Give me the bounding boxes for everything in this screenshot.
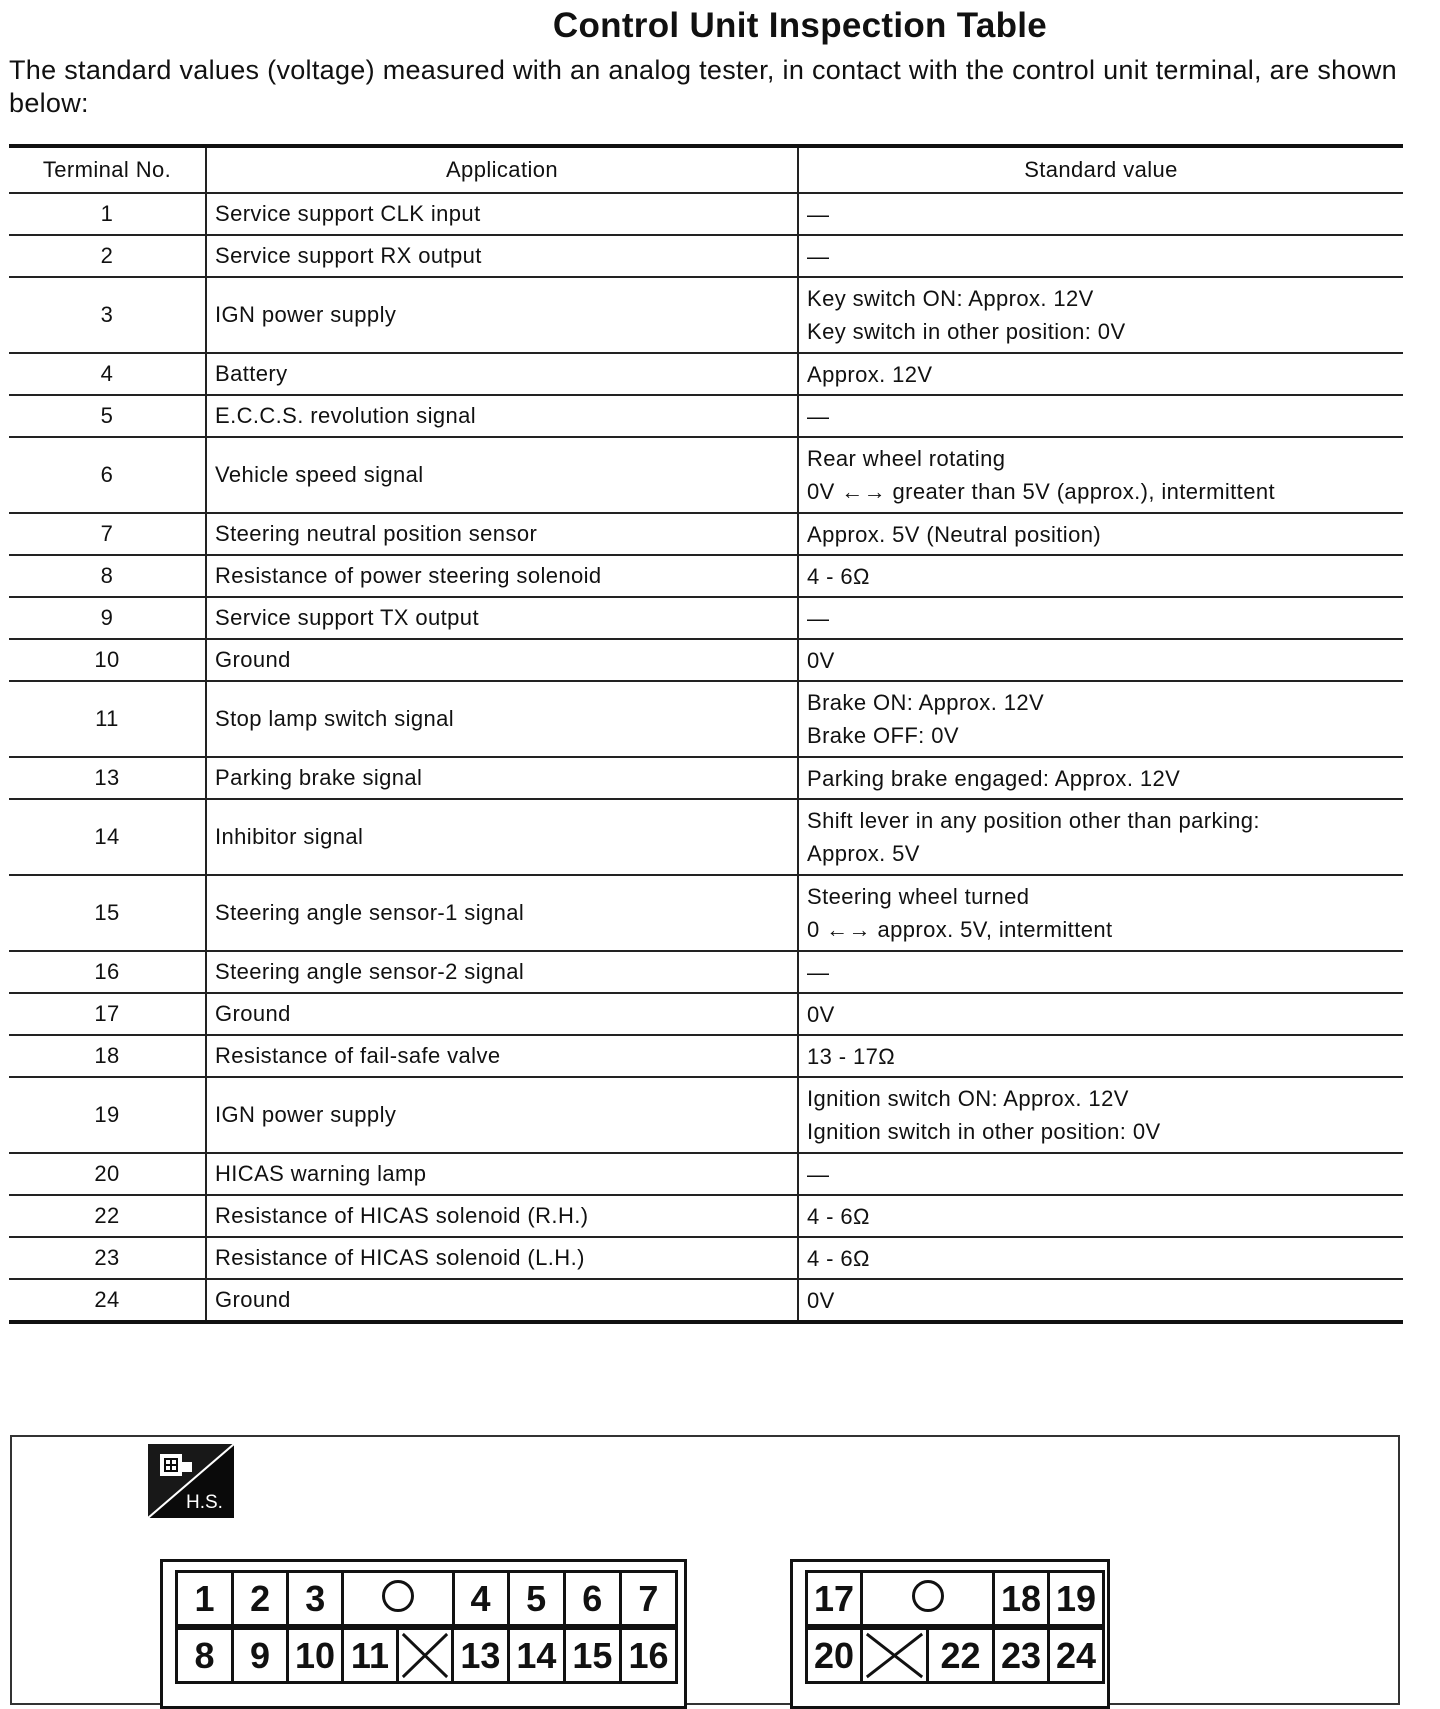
standard-value-cell xyxy=(798,681,1403,757)
terminal-number: 6 xyxy=(9,437,206,513)
standard-value-line: Rear wheel rotating xyxy=(807,446,1006,471)
guide-circle-icon xyxy=(343,1572,453,1626)
terminal-number: 1 xyxy=(9,193,206,235)
terminal-number: 11 xyxy=(9,681,206,757)
standard-value-cell xyxy=(798,353,1403,395)
standard-value-line: Approx. 5V xyxy=(807,841,920,866)
standard-value-line: 0V ←→ greater than 5V (approx.), intermittent xyxy=(807,479,1275,504)
table-row xyxy=(9,681,1403,757)
pin: 4 xyxy=(453,1572,508,1626)
standard-value-line: Brake ON: Approx. 12V xyxy=(807,690,1045,715)
application-cell: Ground xyxy=(206,639,798,681)
application-cell: IGN power supply xyxy=(206,277,798,353)
terminal-number: 24 xyxy=(9,1279,206,1322)
standard-value-line: 0V xyxy=(807,1287,835,1313)
standard-value-cell xyxy=(798,1195,1403,1237)
standard-value-line: Approx. 5V (Neutral position) xyxy=(807,521,1102,547)
connector-b-pins xyxy=(805,1570,1105,1627)
application-cell: Inhibitor signal xyxy=(206,799,798,875)
standard-value-line: Approx. 12V xyxy=(807,361,933,387)
terminal-number: 13 xyxy=(9,757,206,799)
standard-value-line: Key switch ON: Approx. 12V xyxy=(807,286,1094,311)
terminal-number: 2 xyxy=(9,235,206,277)
standard-value-cell xyxy=(798,513,1403,555)
pin: 3 xyxy=(288,1572,343,1626)
standard-value-line: — xyxy=(807,1161,830,1187)
terminal-number: 9 xyxy=(9,597,206,639)
pin: 8 xyxy=(177,1629,233,1683)
terminal-number: 16 xyxy=(9,951,206,993)
terminal-number: 20 xyxy=(9,1153,206,1195)
table-row xyxy=(9,875,1403,951)
standard-value-line: Ignition switch in other position: 0V xyxy=(807,1119,1161,1144)
header-terminal: Terminal No. xyxy=(9,146,206,193)
table-row xyxy=(9,193,1403,235)
table-row xyxy=(9,353,1403,395)
standard-value-line: 0V xyxy=(807,647,835,673)
standard-value-cell xyxy=(798,951,1403,993)
terminal-number: 22 xyxy=(9,1195,206,1237)
standard-value-line: Ignition switch ON: Approx. 12V xyxy=(807,1086,1129,1111)
table-row xyxy=(9,597,1403,639)
standard-value-line: — xyxy=(807,959,830,985)
table-row xyxy=(9,437,1403,513)
standard-value-line: 4 - 6Ω xyxy=(807,1245,870,1271)
application-cell: Ground xyxy=(206,1279,798,1322)
standard-value-line: — xyxy=(807,201,830,227)
blank-pin-x-icon xyxy=(397,1629,452,1683)
pin: 5 xyxy=(508,1572,564,1626)
table-row xyxy=(9,1237,1403,1279)
application-cell: Resistance of power steering solenoid xyxy=(206,555,798,597)
pin: 10 xyxy=(287,1629,342,1683)
application-cell: Vehicle speed signal xyxy=(206,437,798,513)
table-row xyxy=(9,1279,1403,1322)
hs-connector-symbol xyxy=(148,1444,234,1518)
terminal-number: 5 xyxy=(9,395,206,437)
pin: 17 xyxy=(807,1572,862,1626)
standard-value-line: 0V xyxy=(807,1001,835,1027)
standard-value-line: Shift lever in any position other than parking: xyxy=(807,808,1260,833)
pin: 22 xyxy=(928,1629,994,1683)
pin: 24 xyxy=(1049,1629,1104,1683)
terminal-number: 3 xyxy=(9,277,206,353)
table-row xyxy=(9,277,1403,353)
standard-value-line: 0 ←→ approx. 5V, intermittent xyxy=(807,917,1113,942)
hs-badge-label: H.S. xyxy=(186,1492,223,1513)
standard-value-line: Parking brake engaged: Approx. 12V xyxy=(807,765,1181,791)
application-cell: Service support RX output xyxy=(206,235,798,277)
terminal-number: 8 xyxy=(9,555,206,597)
terminal-number: 17 xyxy=(9,993,206,1035)
pin: 6 xyxy=(564,1572,620,1626)
pin: 14 xyxy=(508,1629,564,1683)
standard-value-cell xyxy=(798,875,1403,951)
pin: 2 xyxy=(233,1572,288,1626)
standard-value-cell xyxy=(798,193,1403,235)
application-cell: IGN power supply xyxy=(206,1077,798,1153)
standard-value-line: Brake OFF: 0V xyxy=(807,723,959,748)
application-cell: Resistance of HICAS solenoid (R.H.) xyxy=(206,1195,798,1237)
standard-value-line: — xyxy=(807,605,830,631)
connector-a xyxy=(160,1559,687,1709)
standard-value-line: Key switch in other position: 0V xyxy=(807,319,1126,344)
standard-value-cell xyxy=(798,597,1403,639)
standard-value-line: Steering wheel turned xyxy=(807,884,1030,909)
pin: 20 xyxy=(807,1629,862,1683)
standard-value-line: 4 - 6Ω xyxy=(807,563,870,589)
connector-b xyxy=(790,1559,1110,1709)
standard-value-line: 4 - 6Ω xyxy=(807,1203,870,1229)
table-row xyxy=(9,235,1403,277)
standard-value-cell xyxy=(798,437,1403,513)
application-cell: Service support TX output xyxy=(206,597,798,639)
pin: 15 xyxy=(564,1629,620,1683)
standard-value-cell xyxy=(798,1279,1403,1322)
table-row xyxy=(9,951,1403,993)
header-application: Application xyxy=(206,146,798,193)
terminal-number: 14 xyxy=(9,799,206,875)
table-row xyxy=(9,1035,1403,1077)
intro-text: The standard values (voltage) measured with an analog tester, in contact with the control unit terminal, are shown below: xyxy=(9,55,1397,118)
application-cell: Battery xyxy=(206,353,798,395)
table-row xyxy=(9,757,1403,799)
application-cell: HICAS warning lamp xyxy=(206,1153,798,1195)
pin: 18 xyxy=(994,1572,1049,1626)
standard-value-cell xyxy=(798,799,1403,875)
standard-value-cell xyxy=(798,757,1403,799)
pin: 11 xyxy=(342,1629,397,1683)
standard-value-line: 13 - 17Ω xyxy=(807,1043,896,1069)
standard-value-cell xyxy=(798,993,1403,1035)
pin: 16 xyxy=(620,1629,676,1683)
connector-a-pins-bottom xyxy=(175,1627,678,1684)
terminal-number: 23 xyxy=(9,1237,206,1279)
table-row xyxy=(9,1153,1403,1195)
standard-value-cell xyxy=(798,1153,1403,1195)
header-standard-value: Standard value xyxy=(798,146,1403,193)
table-row xyxy=(9,395,1403,437)
standard-value-cell xyxy=(798,639,1403,681)
table-row xyxy=(9,799,1403,875)
terminal-number: 19 xyxy=(9,1077,206,1153)
table-row xyxy=(9,1077,1403,1153)
standard-value-line: — xyxy=(807,243,830,269)
table-row xyxy=(9,555,1403,597)
terminal-number: 4 xyxy=(9,353,206,395)
pin: 19 xyxy=(1049,1572,1104,1626)
connector-b-pins-bottom xyxy=(805,1627,1105,1684)
application-cell: Ground xyxy=(206,993,798,1035)
table-row xyxy=(9,513,1403,555)
standard-value-cell xyxy=(798,235,1403,277)
standard-value-line: — xyxy=(807,403,830,429)
application-cell: E.C.C.S. revolution signal xyxy=(206,395,798,437)
blank-pin-x-icon xyxy=(862,1629,928,1683)
terminal-number: 15 xyxy=(9,875,206,951)
pin: 7 xyxy=(620,1572,676,1626)
table-row xyxy=(9,993,1403,1035)
standard-value-cell xyxy=(798,395,1403,437)
application-cell: Steering angle sensor-2 signal xyxy=(206,951,798,993)
standard-value-cell xyxy=(798,1035,1403,1077)
application-cell: Resistance of fail-safe valve xyxy=(206,1035,798,1077)
pin: 9 xyxy=(233,1629,288,1683)
page-title: Control Unit Inspection Table xyxy=(552,6,1048,45)
standard-value-cell xyxy=(798,1237,1403,1279)
pin: 13 xyxy=(452,1629,508,1683)
application-cell: Steering neutral position sensor xyxy=(206,513,798,555)
pin: 1 xyxy=(177,1572,233,1626)
pin: 23 xyxy=(994,1629,1049,1683)
inspection-table xyxy=(9,144,1403,1324)
application-cell: Parking brake signal xyxy=(206,757,798,799)
application-cell: Steering angle sensor-1 signal xyxy=(206,875,798,951)
table-row xyxy=(9,639,1403,681)
table-row xyxy=(9,1195,1403,1237)
terminal-number: 10 xyxy=(9,639,206,681)
table-header-row xyxy=(9,146,1403,193)
terminal-number: 7 xyxy=(9,513,206,555)
standard-value-cell xyxy=(798,277,1403,353)
standard-value-cell xyxy=(798,1077,1403,1153)
application-cell: Resistance of HICAS solenoid (L.H.) xyxy=(206,1237,798,1279)
terminal-number: 18 xyxy=(9,1035,206,1077)
guide-circle-icon xyxy=(862,1572,994,1626)
application-cell: Stop lamp switch signal xyxy=(206,681,798,757)
application-cell: Service support CLK input xyxy=(206,193,798,235)
connector-a-pins xyxy=(175,1570,678,1627)
standard-value-cell xyxy=(798,555,1403,597)
